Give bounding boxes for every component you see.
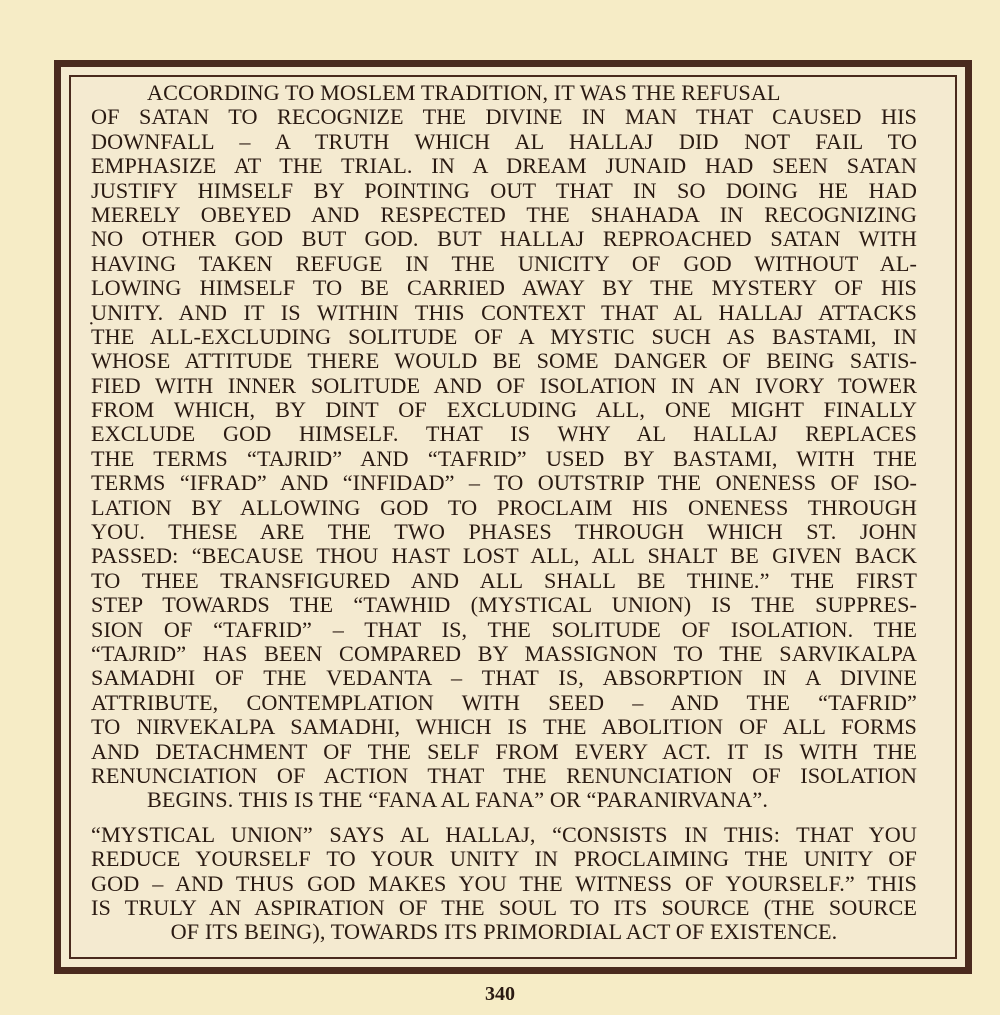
- text-line: TO THEE TRANSFIGURED AND ALL SHALL BE THINE.” THE FIRST: [91, 568, 917, 593]
- text-line: EMPHASIZE AT THE TRIAL. IN A DREAM JUNAID HAD SEEN SATAN: [91, 154, 917, 179]
- text-line: “MYSTICAL UNION” SAYS AL HALLAJ, “CONSISTS IN THIS: THAT YOU: [91, 822, 917, 847]
- text-line: DOWNFALL – A TRUTH WHICH AL HALLAJ DID NOT FAIL TO: [91, 129, 917, 154]
- text-line: ATTRIBUTE, CONTEMPLATION WITH SEED – AND THE “TAFRID”: [91, 690, 917, 715]
- paragraph-1: [91, 81, 917, 813]
- text-line: REDUCE YOURSELF TO YOUR UNITY IN PROCLAIMING THE UNITY OF: [91, 847, 917, 872]
- text-line: SAMADHI OF THE VEDANTA – THAT IS, ABSORPTION IN A DIVINE: [91, 666, 917, 691]
- text-line: FIED WITH INNER SOLITUDE AND OF ISOLATION IN AN IVORY TOWER: [91, 373, 917, 398]
- page-border-outer: [54, 60, 972, 974]
- text-line: THE TERMS “TAJRID” AND “TAFRID” USED BY BASTAMI, WITH THE: [91, 446, 917, 471]
- text-line: YOU. THESE ARE THE TWO PHASES THROUGH WHICH ST. JOHN: [91, 520, 917, 545]
- text-line: ACCORDING TO MOSLEM TRADITION, IT WAS THE REFUSAL: [147, 81, 781, 105]
- body-text: [91, 81, 917, 945]
- text-line: LATION BY ALLOWING GOD TO PROCLAIM HIS ONENESS THROUGH: [91, 495, 917, 520]
- text-line: TERMS “IFRAD” AND “INFIDAD” – TO OUTSTRIP THE ONENESS OF ISO-: [91, 471, 917, 496]
- text-line: AND DETACHMENT OF THE SELF FROM EVERY ACT. IT IS WITH THE: [91, 739, 917, 764]
- text-line: RENUNCIATION OF ACTION THAT THE RENUNCIATION OF ISOLATION: [91, 763, 917, 788]
- text-line: EXCLUDE GOD HIMSELF. THAT IS WHY AL HALLAJ REPLACES: [91, 422, 917, 447]
- text-line: GOD – AND THUS GOD MAKES YOU THE WITNESS OF YOURSELF.” THIS: [91, 871, 917, 896]
- text-line: UNITY. AND IT IS WITHIN THIS CONTEXT THAT AL HALLAJ ATTACKS: [91, 300, 917, 325]
- text-line: NO OTHER GOD BUT GOD. BUT HALLAJ REPROACHED SATAN WITH: [91, 227, 917, 252]
- text-line: PASSED: “BECAUSE THOU HAST LOST ALL, ALL SHALT BE GIVEN BACK: [91, 544, 917, 569]
- text-line: BEGINS. THIS IS THE “FANA AL FANA” OR “PARANIRVANA”.: [147, 788, 769, 813]
- text-line: IS TRULY AN ASPIRATION OF THE SOUL TO ITS SOURCE (THE SOURCE: [91, 895, 917, 920]
- text-line: OF ITS BEING), TOWARDS ITS PRIMORDIAL ACT OF EXISTENCE.: [170, 920, 838, 945]
- text-line: HAVING TAKEN REFUGE IN THE UNICITY OF GOD WITHOUT AL-: [91, 251, 917, 276]
- margin-dot: ·: [88, 313, 95, 335]
- text-line: STEP TOWARDS THE “TAWHID (MYSTICAL UNION) IS THE SUPPRES-: [91, 593, 917, 618]
- text-line: “TAJRID” HAS BEEN COMPARED BY MASSIGNON TO THE SARVIKALPA: [91, 641, 917, 666]
- text-line: SION OF “TAFRID” – THAT IS, THE SOLITUDE OF ISOLATION. THE: [91, 617, 917, 642]
- text-line: FROM WHICH, BY DINT OF EXCLUDING ALL, ONE MIGHT FINALLY: [91, 398, 917, 423]
- text-line: TO NIRVEKALPA SAMADHI, WHICH IS THE ABOLITION OF ALL FORMS: [91, 715, 917, 740]
- text-line: JUSTIFY HIMSELF BY POINTING OUT THAT IN SO DOING HE HAD: [91, 178, 917, 203]
- text-line: MERELY OBEYED AND RESPECTED THE SHAHADA IN RECOGNIZING: [91, 202, 917, 227]
- text-line: OF SATAN TO RECOGNIZE THE DIVINE IN MAN THAT CAUSED HIS: [91, 105, 917, 130]
- paragraph-2: [91, 823, 917, 945]
- text-line: THE ALL-EXCLUDING SOLITUDE OF A MYSTIC SUCH AS BASTAMI, IN: [91, 324, 917, 349]
- page-number: 340: [485, 983, 515, 1005]
- text-line: WHOSE ATTITUDE THERE WOULD BE SOME DANGER OF BEING SATIS-: [91, 349, 917, 374]
- paragraph-gap: [91, 813, 917, 823]
- text-line: LOWING HIMSELF TO BE CARRIED AWAY BY THE MYSTERY OF HIS: [91, 276, 917, 301]
